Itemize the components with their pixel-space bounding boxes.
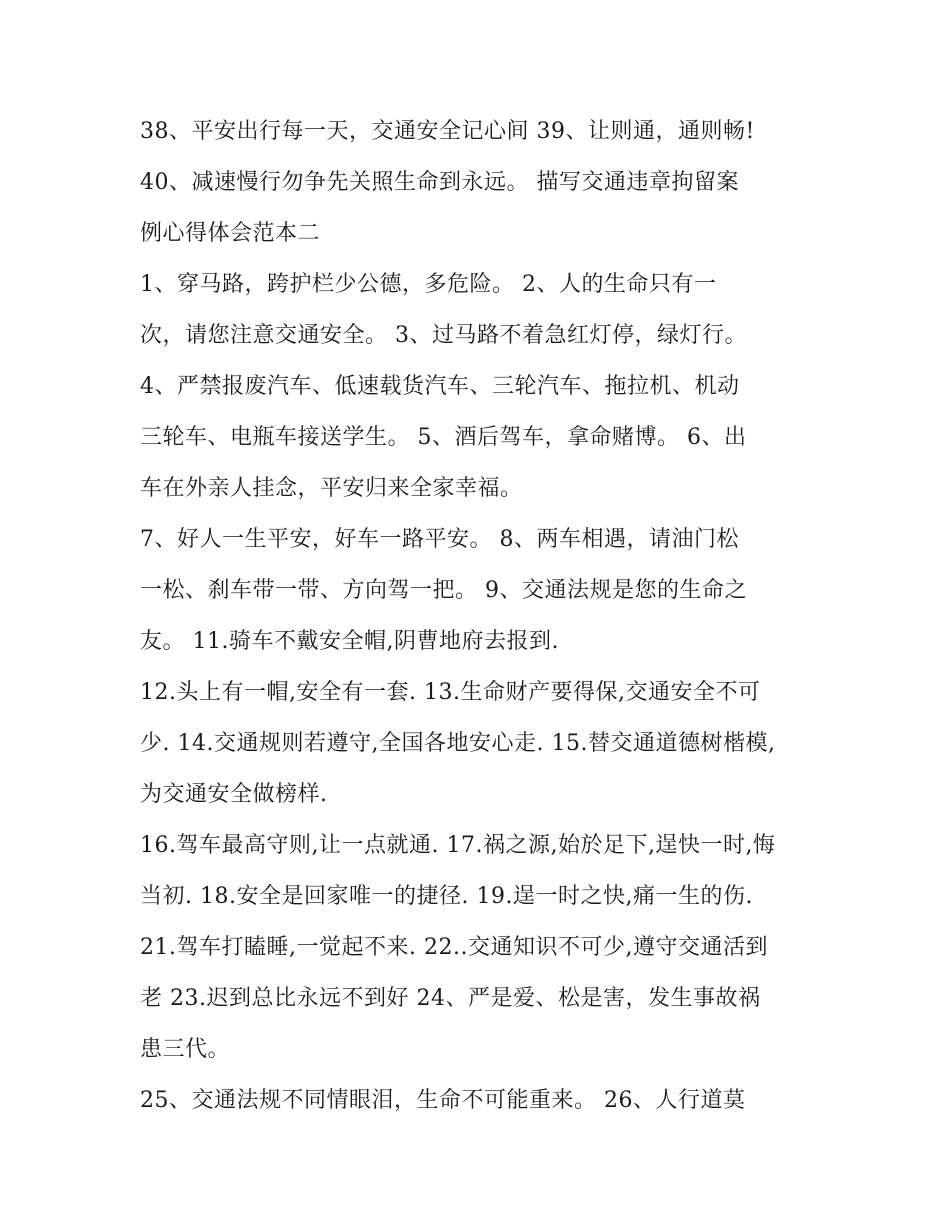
- text-line: 1、穿马路，跨护栏少公德，多危险。 2、人的生命只有一: [140, 272, 717, 297]
- text-line: 4、严禁报废汽车、低速载货汽车、三轮汽车、拖拉机、机动: [140, 374, 740, 399]
- text-line: 老 23.迟到总比永远不到好 24、严是爱、松是害，发生事故祸: [140, 986, 761, 1011]
- text-line: 7、好人一生平安，好车一路平安。 8、两车相遇，请油门松: [140, 527, 739, 552]
- document-body: [140, 106, 820, 1126]
- text-line: 少. 14.交通规则若遵守,全国各地安心走. 15.替交通道德树楷模,: [140, 731, 776, 756]
- text-line: 21.驾车打瞌睡,一觉起不来. 22..交通知识不可少,遵守交通活到: [140, 935, 768, 960]
- text-line: 例心得体会范本二: [140, 221, 321, 246]
- text-line: 三轮车、电瓶车接送学生。 5、酒后驾车，拿命赌博。 6、出: [140, 425, 747, 450]
- text-line: 12.头上有一帽,安全有一套. 13.生命财产要得保,交通安全不可: [140, 680, 761, 705]
- text-line: 当初. 18.安全是回家唯一的捷径. 19.逞一时之快,痛一生的伤.: [140, 884, 753, 909]
- text-line: 车在外亲人挂念，平安归来全家幸福。: [140, 476, 523, 501]
- text-line: 一松、刹车带一带、方向驾一把。 9、交通法规是您的生命之: [140, 578, 747, 603]
- text-line: 16.驾车最高守则,让一点就通. 17.祸之源,始於足下,逞快一时,悔: [140, 833, 776, 858]
- text-line: 为交通安全做榜样.: [140, 782, 328, 807]
- text-line: 次，请您注意交通安全。 3、过马路不着急红灯停，绿灯行。: [140, 323, 747, 348]
- text-line: 40、减速慢行勿争先关照生命到永远。 描写交通违章拘留案: [140, 170, 739, 195]
- text-line: 25、交通法规不同情眼泪，生命不可能重来。 26、人行道莫: [140, 1088, 746, 1113]
- text-line: 患三代。: [140, 1037, 231, 1062]
- text-line: 38、平安出行每一天，交通安全记心间 39、让则通，通则畅!: [140, 119, 755, 144]
- text-line: 友。 11.骑车不戴安全帽,阴曹地府去报到.: [140, 629, 559, 654]
